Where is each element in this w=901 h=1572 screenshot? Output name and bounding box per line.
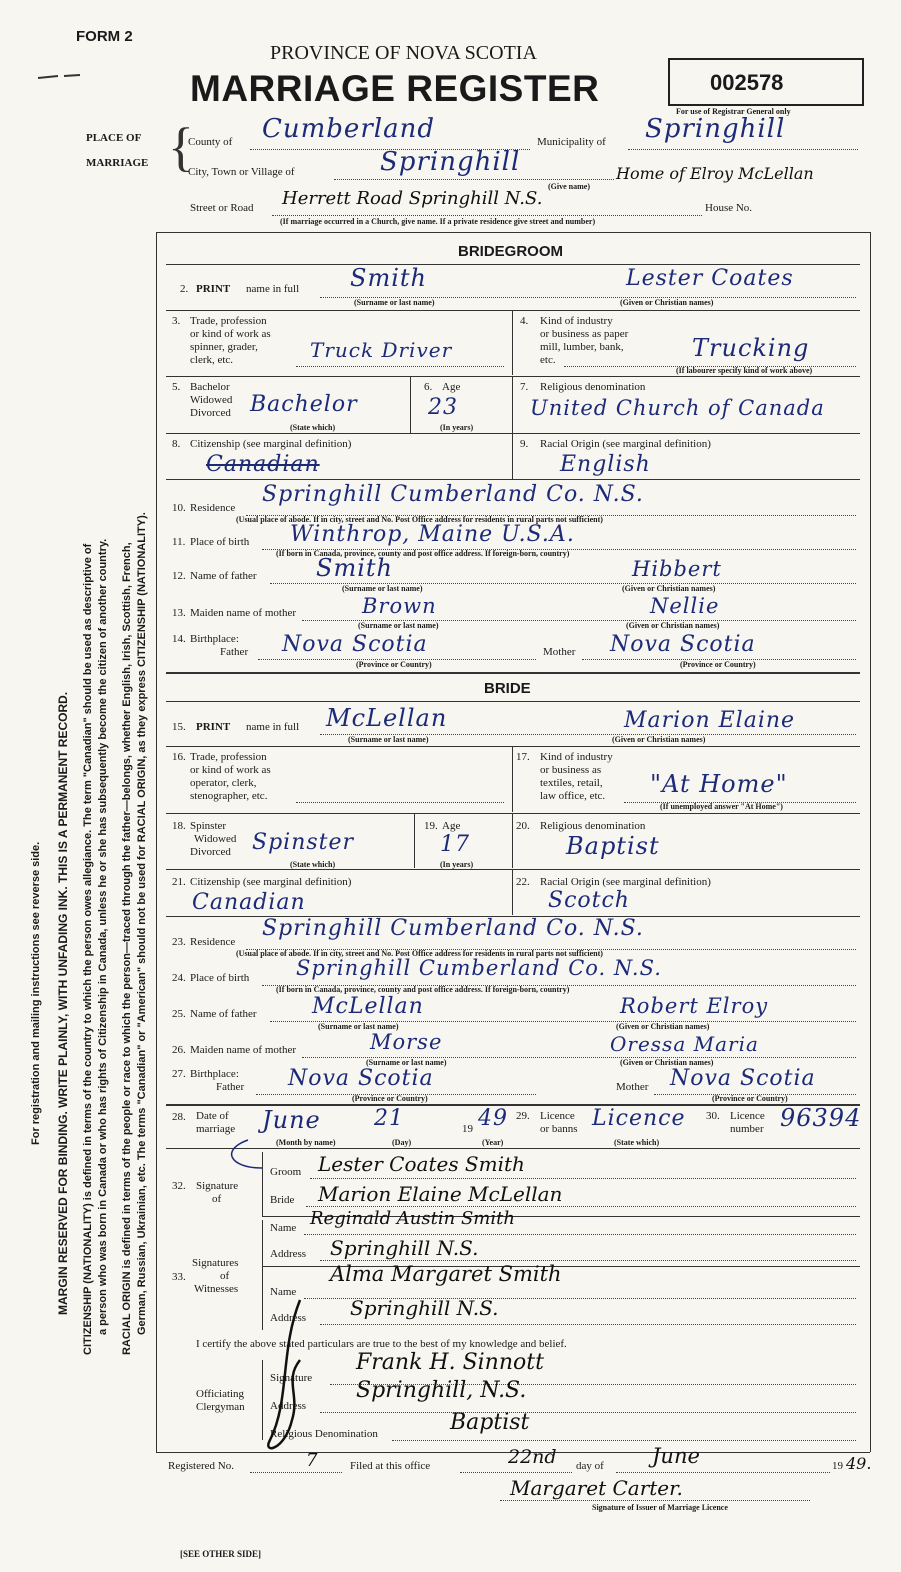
item-17-number: 17. xyxy=(516,751,530,763)
officiant-signature: Frank H. Sinnott xyxy=(356,1350,544,1375)
bride-given-names: Marion Elaine xyxy=(624,708,796,733)
bride-state-which-caption: (State which) xyxy=(290,860,336,869)
item-15-number: 15. xyxy=(172,721,186,733)
margin-line-1: For registration and mailing instructions see reverse side. xyxy=(30,841,42,1145)
groom-surname: Smith xyxy=(350,264,427,292)
w2-name-label: Name xyxy=(270,1286,297,1298)
witness-2-name: Alma Margaret Smith xyxy=(330,1262,562,1286)
w1-name-label: Name xyxy=(270,1222,297,1234)
item-12-number: 12. xyxy=(172,570,186,582)
marriage-year: 49 xyxy=(478,1106,508,1131)
item-9-number: 9. xyxy=(520,438,529,450)
father-label: Name of father xyxy=(190,570,257,582)
item-26-number: 26. xyxy=(172,1044,186,1056)
margin-line-3: CITIZENSHIP (NATIONALITY) is defined in terms of the country to which the person owes allegiance. The term "Canadian" should be used as descriptive of xyxy=(82,543,94,1355)
page-title: MARRIAGE REGISTER xyxy=(190,68,600,109)
day-caption: (Day) xyxy=(392,1138,412,1147)
bride-father-surname: McLellan xyxy=(312,994,424,1019)
religion-label: Religious denomination xyxy=(540,381,646,393)
bride-name-label: name in full xyxy=(246,721,300,733)
bride-in-years-caption: (In years) xyxy=(440,860,474,869)
bride-mother-label: Maiden name of mother xyxy=(190,1044,296,1056)
off-signature-label: Signature xyxy=(270,1372,313,1384)
bride-sig-label: Bride xyxy=(270,1194,295,1206)
groom-status-label-2: Widowed xyxy=(190,394,233,406)
bride-industry-label-2: or business as xyxy=(540,764,602,776)
groom-trade-label-3: spinner, grader, xyxy=(190,341,258,353)
bride-print-label: PRINT xyxy=(196,721,231,733)
bride-birthplace-label: Birthplace: xyxy=(190,1068,239,1080)
groom-industry-label-4: etc. xyxy=(540,354,556,366)
groom-mother-given: Nellie xyxy=(650,594,720,618)
state-which-caption: (State which) xyxy=(290,423,336,432)
groom-status: Bachelor xyxy=(250,392,358,417)
bride-surname: McLellan xyxy=(326,704,448,732)
bride-bp-father-label: Father xyxy=(216,1081,245,1093)
bride-residence-caption: (Usual place of abode. If in city, street and No. Post Office address for residents in rural parts not sufficient) xyxy=(236,949,603,958)
bride-mother-birthplace: Nova Scotia xyxy=(670,1066,816,1091)
groom-sig-label: Groom xyxy=(270,1166,302,1178)
registrar-note: For use of Registrar General only xyxy=(676,107,791,116)
bride-racial-label: Racial Origin (see marginal definition) xyxy=(540,876,711,888)
house-label: House No. xyxy=(705,202,753,214)
day-of-label: day of xyxy=(576,1460,604,1472)
licence-label-1: Licence xyxy=(540,1110,575,1122)
age-label: Age xyxy=(442,381,461,393)
county-label: County of xyxy=(188,136,233,148)
bride-religion: Baptist xyxy=(566,832,660,860)
item-18-number: 18. xyxy=(172,820,186,832)
bride-heading: BRIDE xyxy=(484,680,531,697)
bride-age: 17 xyxy=(440,832,470,857)
filed-year: 49. xyxy=(846,1454,872,1473)
item-8-number: 8. xyxy=(172,438,181,450)
groom-signature: Lester Coates Smith xyxy=(318,1152,525,1176)
groom-citizenship: Canadian xyxy=(206,452,320,477)
item-28-number: 28. xyxy=(172,1111,186,1123)
groom-racial: English xyxy=(560,452,651,477)
item-21-number: 21. xyxy=(172,876,186,888)
mother-surname-caption: (Surname or last name) xyxy=(358,621,439,630)
licence-caption: (State which) xyxy=(614,1138,660,1147)
item-11-number: 11. xyxy=(172,536,186,548)
issuer-signature: Margaret Carter. xyxy=(510,1476,683,1500)
item-13-number: 13. xyxy=(172,607,186,619)
bride-status-label-1: Spinster xyxy=(190,820,227,832)
form-number: FORM 2 xyxy=(76,28,133,45)
licence-label-2: or banns xyxy=(540,1123,578,1135)
print-label: PRINT xyxy=(196,283,231,295)
bride-mother-given-caption: (Given or Christian names) xyxy=(620,1058,714,1067)
groom-mother-birthplace: Nova Scotia xyxy=(610,632,756,657)
racial-label: Racial Origin (see marginal definition) xyxy=(540,438,711,450)
officiant-address: Springhill, N.S. xyxy=(356,1378,527,1403)
licence-number: 96394 xyxy=(780,1104,862,1132)
bride-citizenship-label: Citizenship (see marginal definition) xyxy=(190,876,352,888)
filed-year-prefix: 19 xyxy=(832,1460,843,1472)
bride-citizenship: Canadian xyxy=(192,890,306,915)
bride-age-label: Age xyxy=(442,820,461,832)
item-16-number: 16. xyxy=(172,751,186,763)
licence-no-label-2: number xyxy=(730,1123,764,1135)
bride-mother-surname: Morse xyxy=(370,1030,443,1054)
birthplace-label: Birthplace: xyxy=(190,633,239,645)
groom-given-names: Lester Coates xyxy=(626,266,794,291)
bride-trade-label-2: or kind of work as xyxy=(190,764,271,776)
bride-mother-surname-caption: (Surname or last name) xyxy=(366,1058,447,1067)
bride-signature: Marion Elaine McLellan xyxy=(318,1182,563,1206)
birth-caption: (If born in Canada, province, county and post office address. If foreign-born, country) xyxy=(276,549,570,558)
year-prefix: 19 xyxy=(462,1123,473,1135)
margin-line-5: RACIAL ORIGIN is defined in terms of the people or race to which the person—traced through the father—belongs, whether English, Irish, Scottish, French, xyxy=(121,542,133,1355)
item-14-number: 14. xyxy=(172,633,186,645)
item-32-number: 32. xyxy=(172,1180,186,1192)
month-caption: (Month by name) xyxy=(276,1138,336,1147)
bride-given-caption: (Given or Christian names) xyxy=(612,735,706,744)
item-29-number: 29. xyxy=(516,1110,530,1122)
licence-type: Licence xyxy=(592,1106,686,1131)
margin-instructions xyxy=(30,195,151,1395)
bride-status: Spinster xyxy=(252,830,355,855)
certification-text: I certify the above stated particulars are true to the best of my knowledge and belief. xyxy=(196,1338,567,1350)
bride-father-given: Robert Elroy xyxy=(620,994,769,1018)
bride-residence-label: Residence xyxy=(190,936,236,948)
officiating-label-1: Officiating xyxy=(196,1388,245,1400)
residence-caption: (Usual place of abode. If in city, street and No. Post Office address for residents in rural parts not sufficient) xyxy=(236,515,603,524)
bride-residence: Springhill Cumberland Co. N.S. xyxy=(262,916,644,941)
groom-industry: Trucking xyxy=(692,334,810,362)
witness-label-3: Witnesses xyxy=(194,1283,239,1295)
off-address-label: Address xyxy=(270,1400,307,1412)
margin-line-2: MARGIN RESERVED FOR BINDING. WRITE PLAINLY, WITH UNFADING INK. THIS IS A PERMANENT RECORD. xyxy=(56,691,70,1315)
bride-birth-caption: (If born in Canada, province, county and post office address. If foreign-born, country) xyxy=(276,985,570,994)
issuer-caption: Signature of Issuer of Marriage Licence xyxy=(592,1503,728,1512)
bride-racial: Scotch xyxy=(548,888,630,913)
see-other-side: [SEE OTHER SIDE] xyxy=(180,1549,262,1559)
residence-label: Residence xyxy=(190,502,236,514)
county-value: Cumberland xyxy=(262,114,435,144)
place-label-1: PLACE OF xyxy=(86,132,142,144)
witness-1-address: Springhill N.S. xyxy=(330,1236,479,1260)
filed-day: 22nd xyxy=(508,1446,557,1468)
bride-father-birthplace: Nova Scotia xyxy=(288,1066,434,1091)
municipality-label: Municipality of xyxy=(537,136,606,148)
item-25-number: 25. xyxy=(172,1008,186,1020)
year-caption: (Year) xyxy=(482,1138,504,1147)
bride-industry-label-1: Kind of industry xyxy=(540,751,613,763)
bride-trade-label-3: operator, clerk, xyxy=(190,777,257,789)
bride-father-label: Name of father xyxy=(190,1008,257,1020)
street-value: Herrett Road Springhill N.S. xyxy=(282,188,543,209)
item-20-number: 20. xyxy=(516,820,530,832)
groom-industry-label-1: Kind of industry xyxy=(540,315,613,327)
witness-1-name: Reginald Austin Smith xyxy=(310,1208,515,1229)
bride-trade-label-4: stenographer, etc. xyxy=(190,790,268,802)
item-3-number: 3. xyxy=(172,315,181,327)
city-label: City, Town or Village of xyxy=(188,166,295,178)
item-2-number: 2. xyxy=(180,283,189,295)
groom-trade-label-1: Trade, profession xyxy=(190,315,267,327)
industry-caption: (If labourer specify kind of work above) xyxy=(676,366,813,375)
filed-label: Filed at this office xyxy=(350,1460,431,1472)
date-label-1: Date of xyxy=(196,1110,229,1122)
bride-prov-caption-father: (Province or Country) xyxy=(352,1094,428,1103)
groom-father-given: Hibbert xyxy=(632,557,722,581)
birth-label: Place of birth xyxy=(190,536,250,548)
citizenship-label: Citizenship (see marginal definition) xyxy=(190,438,352,450)
groom-status-label-1: Bachelor xyxy=(190,381,230,393)
birthplace-father-label: Father xyxy=(220,646,249,658)
w1-address-label: Address xyxy=(270,1248,307,1260)
item-30-number: 30. xyxy=(706,1110,720,1122)
mother-given-caption: (Given or Christian names) xyxy=(626,621,720,630)
bride-surname-caption: (Surname or last name) xyxy=(348,735,429,744)
witness-2-address: Springhill N.S. xyxy=(350,1296,499,1320)
brace: { xyxy=(168,117,194,177)
signature-label-2: of xyxy=(212,1193,222,1205)
name-in-full-label: name in full xyxy=(246,283,300,295)
street-label: Street or Road xyxy=(190,202,254,214)
item-27-number: 27. xyxy=(172,1068,186,1080)
bride-birth-label: Place of birth xyxy=(190,972,250,984)
groom-flourish xyxy=(232,1140,262,1168)
groom-mother-surname: Brown xyxy=(362,594,437,618)
registered-number: 7 xyxy=(306,1450,318,1471)
item-23-number: 23. xyxy=(172,936,186,948)
item-10-number: 10. xyxy=(172,502,186,514)
groom-father-surname: Smith xyxy=(316,554,393,582)
groom-trade: Truck Driver xyxy=(310,338,453,362)
groom-age: 23 xyxy=(428,395,458,420)
groom-industry-label-2: or business as paper xyxy=(540,328,629,340)
margin-line-6: German, Russian, Ukrainian, etc. The terms "Canadian" or "American" should not be used for RACIAL ORIGIN, as they express CITIZENSHIP (NATIONALITY). xyxy=(136,512,148,1335)
bride-father-given-caption: (Given or Christian names) xyxy=(616,1022,710,1031)
bride-mother-given: Oressa Maria xyxy=(610,1032,759,1056)
w2-address-label: Address xyxy=(270,1312,307,1324)
pen-mark-top xyxy=(38,75,80,78)
registered-label: Registered No. xyxy=(168,1460,234,1472)
surname-caption: (Surname or last name) xyxy=(354,298,435,307)
clergy-flourish xyxy=(268,1300,300,1448)
bride-industry: "At Home" xyxy=(650,770,788,798)
give-name-caption: (Give name) xyxy=(548,182,590,191)
filed-month: June xyxy=(652,1444,700,1468)
bride-industry-label-4: law office, etc. xyxy=(540,790,606,802)
bridegroom-heading: BRIDEGROOM xyxy=(458,243,563,260)
witness-label-1: Signatures xyxy=(192,1257,239,1269)
item-5-number: 5. xyxy=(172,381,181,393)
officiating-label-2: Clergyman xyxy=(196,1401,245,1413)
birthplace-mother-label: Mother xyxy=(543,646,576,658)
street-note: (If marriage occurred in a Church, give name. If a private residence give street and number) xyxy=(280,217,596,226)
witness-label-2: of xyxy=(220,1270,230,1282)
groom-status-label-3: Divorced xyxy=(190,407,231,419)
bride-religion-label: Religious denomination xyxy=(540,820,646,832)
bride-bp-mother-label: Mother xyxy=(616,1081,649,1093)
groom-birthplace: Winthrop, Maine U.S.A. xyxy=(290,522,575,547)
denomination-label: Religious Denomination xyxy=(270,1428,378,1440)
city-value: Springhill xyxy=(380,147,521,177)
marriage-month: June xyxy=(262,1106,321,1134)
father-surname-caption: (Surname or last name) xyxy=(342,584,423,593)
prov-caption-father: (Province or Country) xyxy=(356,660,432,669)
item-6-number: 6. xyxy=(424,381,433,393)
bride-industry-caption: (If unemployed answer "At Home") xyxy=(660,802,783,811)
bride-industry-label-3: textiles, retail, xyxy=(540,777,603,789)
margin-line-4: a person who was born in Canada or who has rights of Citizenship in Canada, unless he or she has subsequently become the citizen of another country. xyxy=(97,538,109,1335)
item-7-number: 7. xyxy=(520,381,529,393)
bride-status-label-3: Divorced xyxy=(190,846,231,858)
province-title: PROVINCE OF NOVA SCOTIA xyxy=(270,42,537,64)
groom-residence: Springhill Cumberland Co. N.S. xyxy=(262,482,644,507)
home-of-value: Home of Elroy McLellan xyxy=(616,164,814,183)
groom-religion: United Church of Canada xyxy=(530,396,825,420)
item-4-number: 4. xyxy=(520,315,529,327)
item-19-number: 19. xyxy=(424,820,438,832)
signature-label-1: Signature xyxy=(196,1180,239,1192)
bride-status-label-2: Widowed xyxy=(194,833,237,845)
date-label-2: marriage xyxy=(196,1123,236,1135)
licence-no-label-1: Licence xyxy=(730,1110,765,1122)
municipality-value: Springhill xyxy=(645,114,786,144)
marriage-day: 21 xyxy=(374,1106,404,1131)
item-22-number: 22. xyxy=(516,876,530,888)
bride-birthplace: Springhill Cumberland Co. N.S. xyxy=(296,956,662,980)
bride-father-surname-caption: (Surname or last name) xyxy=(318,1022,399,1031)
item-33-number: 33. xyxy=(172,1271,186,1283)
father-given-caption: (Given or Christian names) xyxy=(622,584,716,593)
given-caption: (Given or Christian names) xyxy=(620,298,714,307)
officiant-denomination: Baptist xyxy=(450,1410,530,1435)
bride-prov-caption-mother: (Province or Country) xyxy=(712,1094,788,1103)
registration-number: 002578 xyxy=(710,70,784,95)
in-years-caption: (In years) xyxy=(440,423,474,432)
item-24-number: 24. xyxy=(172,972,186,984)
prov-caption-mother: (Province or Country) xyxy=(680,660,756,669)
mother-label: Maiden name of mother xyxy=(190,607,296,619)
groom-father-birthplace: Nova Scotia xyxy=(282,632,428,657)
groom-trade-label-4: clerk, etc. xyxy=(190,354,234,366)
bride-trade-label-1: Trade, profession xyxy=(190,751,267,763)
place-label-2: MARRIAGE xyxy=(86,157,149,169)
groom-trade-label-2: or kind of work as xyxy=(190,328,271,340)
groom-industry-label-3: mill, lumber, bank, xyxy=(540,341,624,353)
